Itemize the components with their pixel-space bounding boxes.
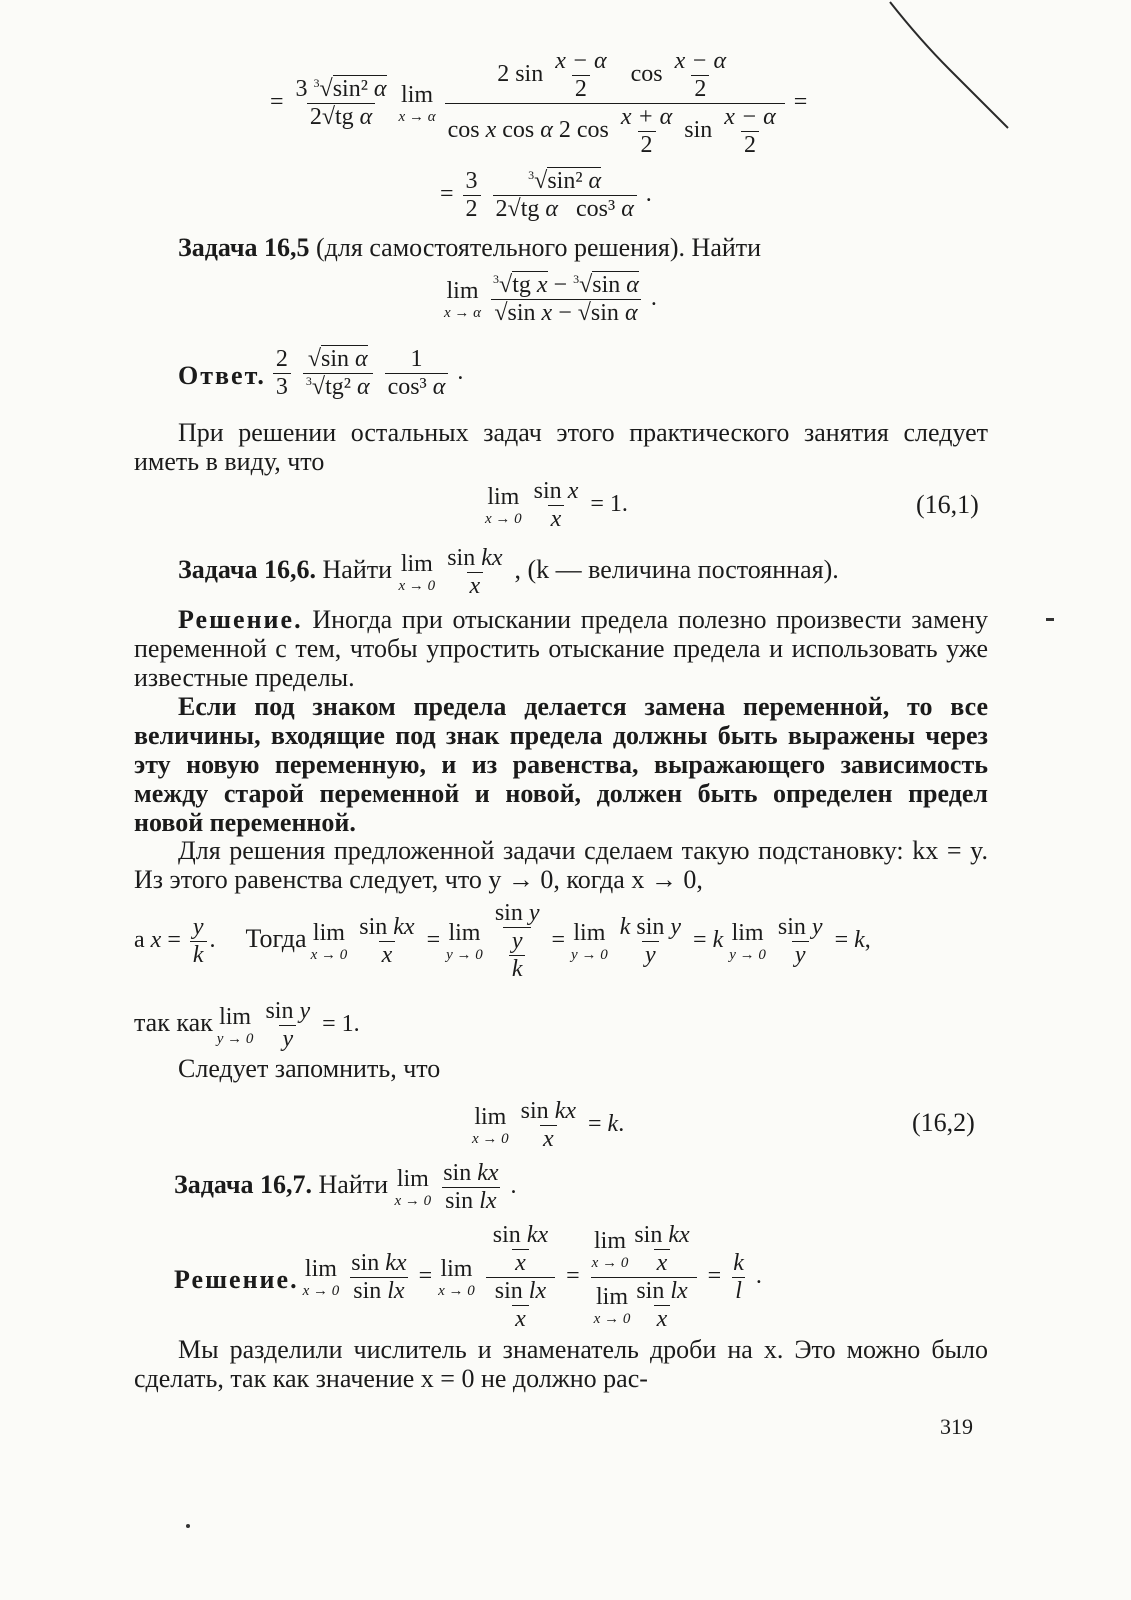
task-16-6-heading [178,545,839,600]
task-note: , (k — величина постоянная). [514,555,839,585]
equation-number-16-2: (16,2) [912,1108,975,1137]
substitution-paragraph: Для решения предложенной задачи сделаем такую подстановку: kx = y. Из этого равенства следует, что y → 0, когда x → 0, [134,836,988,894]
task-16-5-heading [178,233,988,262]
since-limit: lim y → 0 $\frac{\text{sin y}}{y}$ = 1. [216,998,360,1052]
since-line [134,998,360,1053]
task-find: Найти [316,555,399,585]
solution-label: Решение. [178,605,303,634]
task-find: Найти [312,1170,395,1200]
rule-paragraph: Если под знаком предела делается замена переменной, то все величины, входящие под знак предела должны быть выражены через эту новую переменную, и из равенства, выражающего зависимость между старой переменной и новой, должен быть определен предел новой переменной. [134,692,988,837]
solution-16-7 [174,1222,762,1333]
task-16-5-limit: lim x → α $\frac{^3√tg x - ^3√\sin \alpha}{\text{√sin x − √sin α}}$ . [444,272,657,326]
solution-text: Иногда при отыскании предела полезно произвести замену переменной с тем, чтобы упростить отыскание предела и использовать уже известные пределы. [134,605,988,692]
pencil-mark-decoration [880,0,1020,140]
task-label: Задача 16,7. [174,1170,312,1200]
solution-16-6-paragraph [134,605,988,692]
answer-16-5 [178,346,463,401]
task-label: Задача 16,6. [178,555,316,585]
equation-number-16-1: (16,1) [916,490,979,519]
answer-label: Ответ. [178,360,266,390]
substitution-chain-line: а x = $\frac{y}{k}$ . Тогда lim x → 0 $\frac{\text{sin kx}}{x}$ = lim y → 0 $\frac{\text{sin y}}{\frac{y}{k}}$ = lim y → 0 $\frac{\text{k sin y}}{y}$ = k lim y → 0 $\frac{\text{sin y}}{y}$ = k, [134,900,871,982]
since-word: так как [134,1008,213,1038]
equation-16-2: lim x → 0 $\frac{\text{sin kx}}{x}$ = k. [472,1098,625,1152]
task-label: Задача 16,5 [178,233,310,262]
intro-paragraph: При решении остальных задач этого практического занятия следует иметь в виду, что [134,418,988,476]
ink-speck-decoration [186,1524,190,1528]
remember-text: Следует запомнить, что [178,1054,441,1083]
task-16-7-heading [174,1160,517,1215]
top-equation-line1: = $\frac{3 ^3√\sin^2 \alpha}{\text{2√tg α}}$ lim x → α 2 sin $\frac{x - \alpha}{2}$ cos $\frac{x - \alpha}{2}$ cos x cos α 2 cos $\frac{x + \alpha}{2}$ sin $\frac{x - \alpha}{2}$ = [270,48,808,158]
page-number: 319 [940,1414,973,1439]
solution-label: Решение. [174,1264,299,1294]
togda-word: Тогда [245,924,307,954]
final-paragraph: Мы разделили числитель и знаменатель дроби на x. Это можно было сделать, так как значение x = 0 не должно рас- [134,1335,988,1393]
answer-expression: $\frac{2}{3}$ $\frac{\text{√sin α}}{^3√tg^2 \alpha}$ $\frac{1}{\text{cos³ α}}$ . [270,359,463,385]
ink-speck-decoration [1046,618,1054,621]
task-text: (для самостоятельного решения). Найти [309,233,762,262]
task-16-7-limit: lim x → 0 $\frac{\text{sin kx}}{\text{sin lx}}$ . [394,1160,517,1214]
task-16-6-limit: lim x → 0 $\frac{\text{sin kx}}{x}$ [398,545,503,599]
equation-16-1: lim x → 0 $\frac{\text{sin x}}{x}$ = 1. [485,478,628,532]
solution-16-7-expression: lim x → 0 $\frac{\text{sin kx}}{\text{sin lx}}$ = lim x → 0 $\frac{\frac{\text{sin kx}}{x}}{\frac{\text{sin lx}}{x}}$ = lim x → 0 $\frac{\text{sin kx}}{x}$ lim x → 0 $\frac{\text{sin lx}}{x}$ = $\frac{k}{l}$ . [302,1222,762,1332]
top-equation-line2: = $\frac{3}{2}$ $\frac{^3√\sin^2 \alpha}{\text{2√tg α cos³ α}}$ . [440,168,652,222]
substitution-chain: lim x → 0 $\frac{\text{sin kx}}{x}$ = lim y → 0 $\frac{\text{sin y}}{\frac{y}{k}}$ = lim y → 0 $\frac{\text{k sin y}}{y}$ = k lim y → 0 $\frac{\text{sin y}}{y}$ = k, [310,900,871,982]
